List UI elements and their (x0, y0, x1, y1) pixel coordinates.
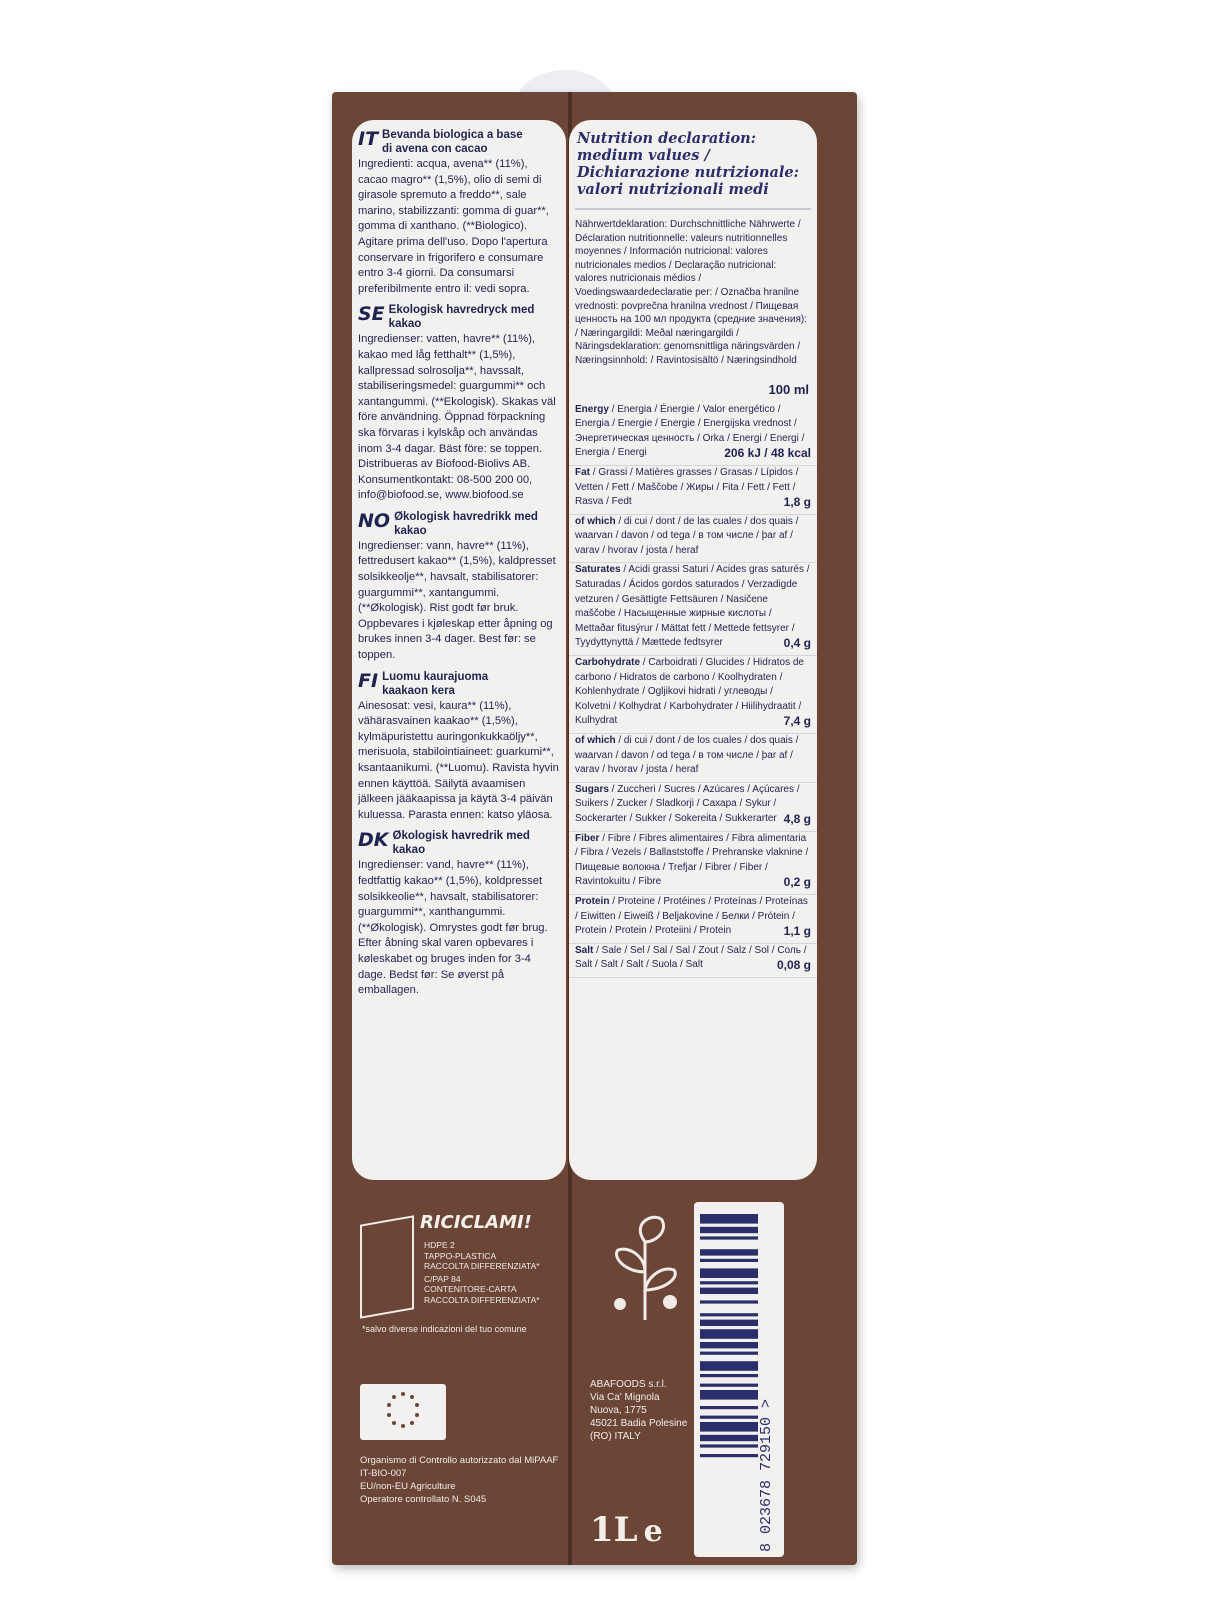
nutrition-heading-line: valori nutrizionali medi (577, 181, 769, 198)
maker-line: Via Ca' Mignola (590, 1392, 660, 1403)
ingredients-text: Ingredienti: acqua, avena** (11%), cacao magro** (1,5%), olio di semi di girasole spremuto a freddo**, sale marino, stabilizzanti: gomma di guar**, gomma di xanthano. (**Biologico). Agitare prima dell'uso. Dopo l'apertura conservare in frigorifero e consumare entro 3-4 giorni. Da consumarsi preferibilmente entro il: vedi sopra. (358, 158, 549, 295)
organic-certification (360, 1454, 558, 1506)
nutrition-row (569, 783, 817, 832)
recycle-title: RICICLAMI! (420, 1212, 532, 1233)
barcode (694, 1202, 784, 1557)
language-code: FI (358, 669, 379, 692)
volume-label (590, 1510, 663, 1550)
nutrient-value: 0,4 g (783, 636, 811, 651)
nutrient-name: Carbohydrate (575, 657, 641, 669)
nutrient-value: 4,8 g (783, 811, 811, 826)
nutrition-row (569, 832, 817, 895)
ingredients-text: Ingredienser: vann, havre** (11%), fettredusert kakao** (1,5%), kaldpresset solsikkeolje**, havsalt, stabilisatorer: guargummi**, xantangummi. (**Økologisk). Rist godt før bruk. Oppbevares i kjøleskap etter åpning og brukes innen 3-4 dager. Best før: se toppen. (358, 539, 556, 662)
nutrient-value: 1,1 g (783, 923, 811, 938)
nutrient-value: 0,2 g (783, 874, 811, 889)
nutrient-translations: / Proteine / Protéines / Proteínas / Proteínas / Eiwitten / Eiweiß / Beljakovine / Белки / Prótein / Protein / Protein / Proteiini / Protein (575, 895, 808, 937)
recycle-line: C/PAP 84 (424, 1273, 461, 1284)
language-section (352, 301, 566, 508)
language-code: SE (358, 303, 385, 326)
volume-value: 1L (590, 1510, 638, 1550)
nutrient-translations: / Carboidrati / Glucides / Hidratos de carbono / Hidratos de carbono / Koolhydraten / Kohlenhydrate / Ogljikovi hidrati / углеводы / Kolvetni / Kolhydrat / Karbohydrater / Hiilihydraatit / Kulhydrat (575, 657, 804, 727)
recycle-line: RACCOLTA DIFFERENZIATA* (424, 1261, 540, 1271)
nutrient-translations: / Zuccheri / Sucres / Azúcares / Açúcares / Suikers / Zucker / Sladkorji / Сахара / Sykur / Sockerarter / Sukker / Sokereita / Sukkerarter (575, 783, 800, 824)
divider (575, 208, 811, 210)
nutrient-name: Energy (575, 403, 609, 415)
recycle-note: *salvo diverse indicazioni del tuo comune (362, 1324, 527, 1334)
nutrient-name: of which (575, 515, 616, 527)
ingredients-text: Ainesosat: vesi, kaura** (11%), vähärasvainen kaakao** (1,5%), kylmäpuristettu auringonkukkaöljy**, merisuola, stabilointiaineet: guarkumi**, ksantaanikumi. (**Luomu). Ravista hyvin ennen käyttöä. Säilytä avaamisen jälkeen jääkaapissa ja käytä 3-4 päivän kuluessa. Parasta ennen: katso yläosa. (358, 699, 559, 821)
recycle-info (424, 1240, 540, 1305)
product-title: Luomu kaurajuoma kaakaon kera (382, 670, 489, 697)
nutrient-name: Protein (575, 895, 610, 907)
nutrient-translations: / Acidi grassi Saturi / Acides gras saturés / Saturadas / Ácidos gordos saturados / Verzadigde vetzuren / Gesättigte Fettsäuren / Nasičene maščobe / Насыщенные жирные кислоты / Mettaðar fitusýrur / Mättat fett / Mettede fettsyrer / Tyydyttynyttä / Mættede fedtsyrer (575, 564, 810, 649)
carton-lower (332, 1192, 857, 1565)
organic-line: IT-BIO-007 (360, 1468, 407, 1479)
recycle-carton-icon (360, 1215, 414, 1319)
recycle-line: RACCOLTA DIFFERENZIATA* (424, 1294, 540, 1305)
nutrient-name: Fat (575, 466, 590, 478)
recycle-line: TAPPO-PLASTICA (424, 1250, 497, 1261)
nutrition-panel (569, 120, 817, 1180)
product-title: Økologisk havredrikk med kakao (394, 510, 538, 537)
nutrition-row (569, 466, 817, 515)
nutrient-name: of which (575, 735, 616, 746)
estimated-sign: e (643, 1514, 663, 1549)
barcode-digits: 8 023678 729150 > (758, 1398, 775, 1552)
nutrient-value: 7,4 g (783, 714, 811, 728)
manufacturer-address (590, 1378, 687, 1443)
barcode-bars (700, 1214, 758, 1544)
product-title: Ekologisk havredryck med kakao (388, 304, 535, 331)
product-title: Økologisk havredrik med kakao (392, 830, 530, 857)
nutrition-row (569, 656, 817, 734)
language-section (352, 120, 566, 301)
per-100ml-label: 100 ml (768, 381, 809, 397)
nutrition-heading (569, 120, 817, 204)
ingredients-panel (352, 120, 566, 1180)
language-code: IT (358, 128, 379, 150)
maker-line: (RO) ITALY (590, 1431, 641, 1442)
maker-line: ABAFOODS s.r.l. (590, 1379, 667, 1390)
language-code: NO (358, 509, 391, 532)
nutrition-intro: Nährwertdeklaration: Durchschnittliche Nährwerte / Déclaration nutritionnelle: valeurs nutritionnelles moyennes / Información nutricional: valores nutricionales medios / Declaração nutricional: valores nutricionais médios / Voedingswaardedeclaratie per: / Označba hranilne vrednosti: povprečna hranilna vrednost / Пищевая ценность на 100 мл продукта (средние значения): / Næringargildi: Meðal næringargildi / Näringsdeklaration: genomsnittliga näringsvärden / Næringsinnhold: / Ravintosisältö / Næringsindhold (575, 219, 807, 366)
maker-line: 45021 Badia Polesine (590, 1418, 688, 1429)
nutrition-row (569, 895, 817, 944)
nutrient-translations: / Grassi / Matières grasses / Grasas / Lípidos / Vetten / Fett / Maščobe / Жиры / Fita / Fett / Fett / Rasva / Fedt (575, 466, 799, 508)
language-section (352, 668, 566, 828)
product-title: Bevanda biologica a base di avena con cacao (382, 129, 523, 155)
nutrition-row (569, 403, 817, 466)
nutrient-value: 206 kJ / 48 kcal (724, 445, 811, 460)
nutrient-name: Sugars (575, 783, 609, 795)
organic-line: EU/non-EU Agriculture (360, 1481, 456, 1492)
recycle-line: HDPE 2 (424, 1240, 455, 1250)
organic-line: Operatore controllato N. S045 (360, 1494, 487, 1505)
ingredients-text: Ingredienser: vand, havre** (11%), fedtfattig kakao** (1,5%), koldpresset solsikkeolie**, havsalt, stabilisatorer: guargummi**, xanthangummi. (**Økologisk). Omrystes godt før brug. Efter åbning skal varen opbevares i køleskabet og bruges inden for 3-4 dage. Bedst før: Se øverst på emballagen. (358, 859, 548, 997)
plant-leaf-icon (600, 1212, 690, 1322)
language-section (352, 827, 566, 1002)
nutrient-value: 0,08 g (776, 957, 811, 972)
nutrient-translations: / di cui / dont / de los cuales / dos quais / waarvan / davon / od tega / в том числе / þar af / varav / hvorav / josta / heraf (575, 735, 799, 776)
nutrient-translations: / Sale / Sel / Sal / Sal / Zout / Salz / Sol / Соль / Salt / Salt / Salt / Suola / Salt (575, 944, 807, 971)
nutrition-row (569, 563, 817, 656)
eu-organic-leaf-icon (360, 1384, 446, 1440)
recycle-line: CONTENITORE-CARTA (424, 1284, 517, 1294)
nutrient-name: Saturates (575, 564, 621, 576)
nutrient-translations: / Energia / Énergie / Valor energético / Energia / Energie / Energie / Energijska vrednost / Энергетическая ценность / Orka / Energi / Energi / Energia / Energi (575, 403, 805, 459)
nutrient-translations: / Fibre / Fibres alimentaires / Fibra alimentaria / Fibra / Vezels / Ballaststoffe / Prehranske vlaknine / Пищевые волокна / Trefjar / Fibrer / Fiber / Ravintokuitu / Fibre (575, 832, 809, 888)
nutrition-heading-line: medium values / (577, 147, 710, 164)
nutrition-heading-line: Dichiarazione nutrizionale: (577, 164, 799, 181)
language-section (352, 508, 566, 668)
ingredients-text: Ingredienser: vatten, havre** (11%), kakao med låg fetthalt** (1,5%), kallpressad solrosolja**, havssalt, stabiliseringsmedel: guargummi** och xantangummi. (**Ekologisk). Skakas väl före användning. Öppnad förpackning ska förvaras i kylskåp och användas inom 3-4 dagar. Bäst före: se toppen. Distribueras av Biofood-Biolivs AB. Konsumentkontakt: 08-500 200 00, info@biofood.se, www.biofood.se (358, 333, 556, 502)
nutrient-name: Salt (575, 944, 594, 956)
nutrient-value: 1,8 g (783, 494, 811, 509)
nutrient-name: Fiber (575, 832, 600, 844)
language-code: DK (358, 829, 389, 852)
nutrition-row (569, 734, 817, 783)
nutrient-translations: / di cui / dont / de las cuales / dos quais / waarvan / davon / od tega / в том числе / þar af / varav / hvorav / josta / heraf (575, 515, 799, 556)
nutrition-heading-line: Nutrition declaration: (577, 130, 757, 147)
nutrition-rows (569, 403, 817, 978)
maker-line: Nuova, 1775 (590, 1405, 647, 1416)
nutrition-row (569, 944, 817, 978)
nutrition-row (569, 515, 817, 564)
organic-line: Organismo di Controllo autorizzato dal MiPAAF (360, 1455, 559, 1466)
carton (332, 92, 857, 1565)
